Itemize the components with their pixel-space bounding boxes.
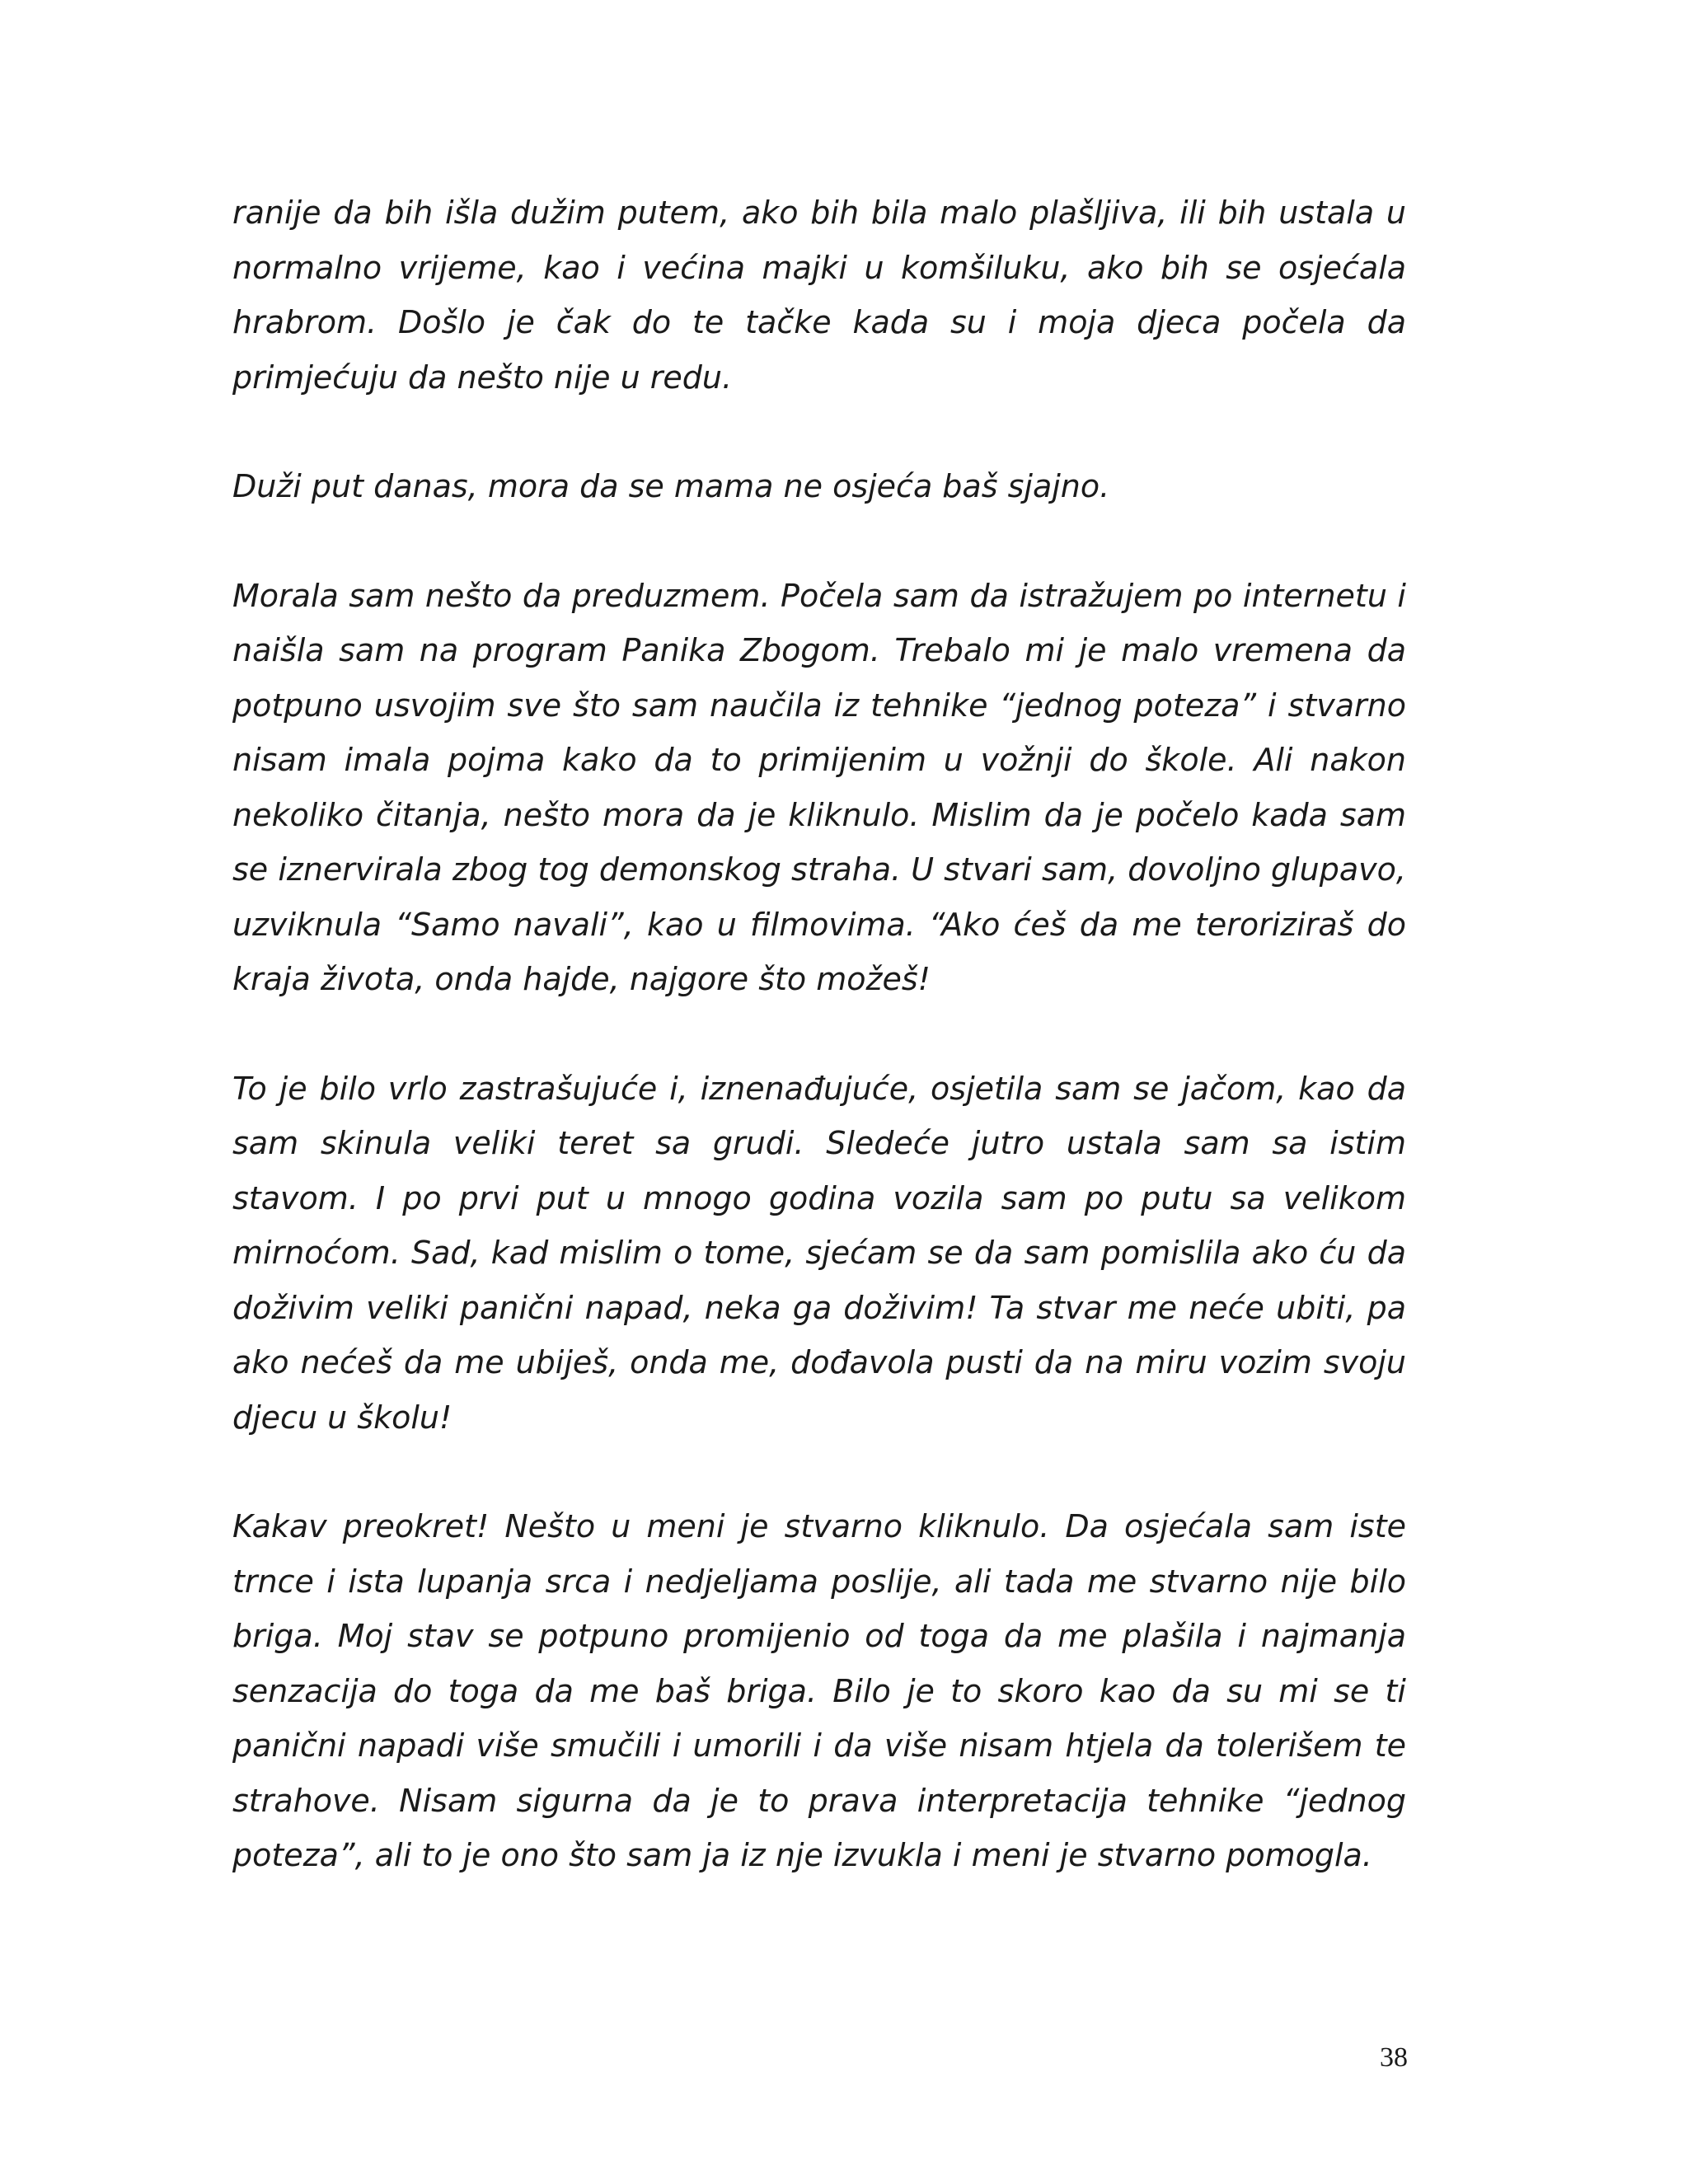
paragraph-4: To je bilo vrlo zastrašujuće i, iznenađujuće, osjetila sam se jačom, kao da sam skinula veliki teret sa grudi. Sledeće jutro ustala sam sa istim stavom. I po prvi put u mnogo godina vozila sam po putu sa velikom mirnoćom. Sad, kad mislim o tome, sjećam se da sam pomislila ako ću da doživim veliki panični napad, neka ga doživim! Ta stvar me neće ubiti, pa ako nećeš da me ubiješ, onda me, dođavola pusti da na miru vozim svoju djecu u školu!	[232, 1070, 1406, 1436]
body-text	[232, 185, 1406, 1883]
paragraph-5: Kakav preokret! Nešto u meni je stvarno kliknulo. Da osjećala sam iste trnce i ista lupanja srca i nedjeljama poslije, ali tada me stvarno nije bilo briga. Moj stav se potpuno promijenio od toga da me plašila i najmanja senzacija do toga da me baš briga. Bilo je to skoro kao da su mi se ti panični napadi više smučili i umorili i da više nisam htjela da tolerišem te strahove. Nisam sigurna da je to prava interpretacija tehnike “jednog poteza”, ali to je ono što sam ja iz nje izvukla i meni je stvarno pomogla.	[232, 1508, 1406, 1873]
page-number: 38	[1380, 2042, 1408, 2073]
paragraph-3: Morala sam nešto da preduzmem. Počela sam da istražujem po internetu i naišla sam na program Panika Zbogom. Trebalo mi je malo vremena da potpuno usvojim sve što sam naučila iz tehnike “jednog poteza” i stvarno nisam imala pojma kako da to primijenim u vožnji do škole. Ali nakon nekoliko čitanja, nešto mora da je kliknulo. Mislim da je počelo kada sam se iznervirala zbog tog demonskog straha. U stvari sam, dovoljno glupavo, uzviknula “Samo navali”, kao u filmovima. “Ako ćeš da me teroriziraš do kraja života, onda hajde, najgore što možeš!	[232, 577, 1406, 997]
paragraph-1: ranije da bih išla dužim putem, ako bih bila malo plašljiva, ili bih ustala u normalno vrijeme, kao i većina majki u komšiluku, ako bih se osjećala hrabrom. Došlo je čak do te tačke kada su i moja djeca počela da primjećuju da nešto nije u redu.	[232, 194, 1406, 396]
paragraph-2: Duži put danas, mora da se mama ne osjeća baš sjajno.	[232, 468, 1110, 504]
